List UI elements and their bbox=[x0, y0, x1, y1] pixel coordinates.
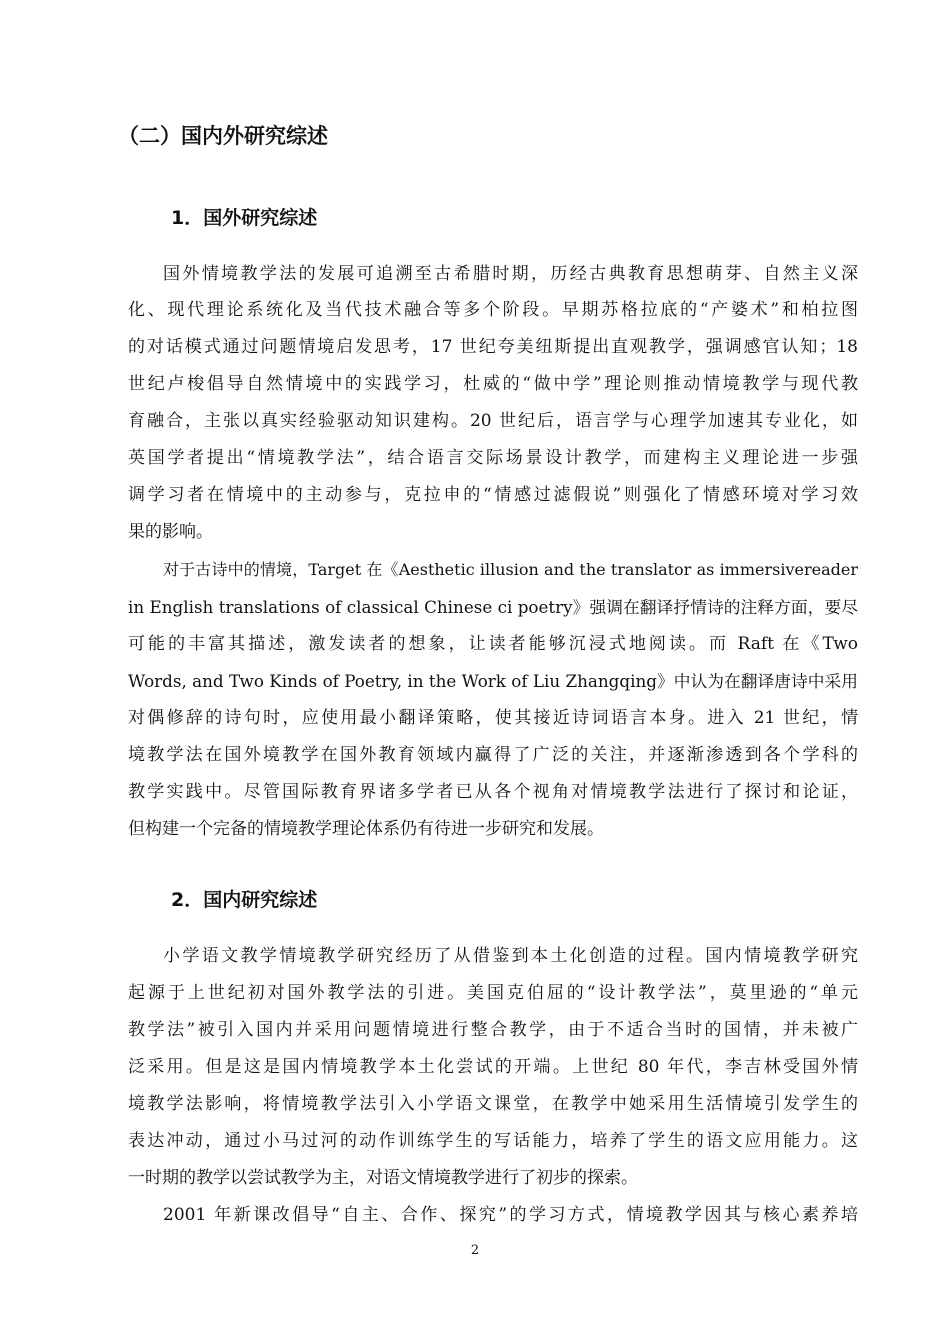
text-line: 世纪卢梭倡导自然情境中的实践学习，杜威的“做中学”理论则推动情境教学与现代教 bbox=[128, 374, 858, 394]
text-line: 果的影响。 bbox=[128, 522, 213, 542]
text-line: 国外情境教学法的发展可追溯至古希腊时期，历经古典教育思想萌芽、自然主义深 bbox=[163, 264, 858, 284]
text-line: 境教学法影响，将情境教学法引入小学语文课堂，在教学中她采用生活情境引发学生的 bbox=[128, 1094, 858, 1114]
text-line: 但构建一个完备的情境教学理论体系仍有待进一步研究和发展。 bbox=[128, 819, 604, 839]
subsection-heading-foreign: 1．国外研究综述 bbox=[171, 207, 318, 229]
text-line: 英国学者提出“情境教学法”，结合语言交际场景设计教学，而建构主义理论进一步强 bbox=[128, 448, 858, 468]
subsection-heading-domestic: 2．国内研究综述 bbox=[171, 889, 318, 911]
text-line: 对于古诗中的情境，Target 在《Aesthetic illusion and the translator as immersivereader bbox=[163, 560, 858, 579]
text-line: 起源于上世纪初对国外教学法的引进。美国克伯屈的“设计教学法”，莫里逊的“单元 bbox=[128, 983, 858, 1003]
text-line: in English translations of classical Chinese ci poetry》强调在翻译抒情诗的注释方面，要尽 bbox=[128, 597, 858, 617]
text-line: 化、现代理论系统化及当代技术融合等多个阶段。早期苏格拉底的“产婆术”和柏拉图 bbox=[128, 300, 858, 320]
text-line: 教学法”被引入国内并采用问题情境进行整合教学，由于不适合当时的国情，并未被广 bbox=[128, 1020, 858, 1040]
text-line: 境教学法在国外境教学在国外教育领域内赢得了广泛的关注，并逐渐渗透到各个学科的 bbox=[128, 745, 858, 765]
text-line: 对偶修辞的诗句时，应使用最小翻译策略，使其接近诗词语言本身。进入 21 世纪，情 bbox=[128, 708, 858, 728]
text-line: 表达冲动，通过小马过河的动作训练学生的写话能力，培养了学生的语文应用能力。这 bbox=[128, 1131, 858, 1151]
text-line: 2001 年新课改倡导“自主、合作、探究”的学习方式，情境教学因其与核心素养培 bbox=[163, 1205, 858, 1225]
text-line: 育融合，主张以真实经验驱动知识建构。20 世纪后，语言学与心理学加速其专业化，如 bbox=[128, 411, 858, 431]
text-line: 小学语文教学情境教学研究经历了从借鉴到本土化创造的过程。国内情境教学研究 bbox=[163, 946, 858, 966]
text-line: 泛采用。但是这是国内情境教学本土化尝试的开端。上世纪 80 年代，李吉林受国外情 bbox=[128, 1057, 858, 1077]
text-line: 调学习者在情境中的主动参与，克拉申的“情感过滤假说”则强化了情感环境对学习效 bbox=[128, 485, 858, 505]
text-line: 教学实践中。尽管国际教育界诸多学者已从各个视角对情境教学法进行了探讨和论证， bbox=[128, 782, 858, 802]
text-line: 一时期的教学以尝试教学为主，对语文情境教学进行了初步的探索。 bbox=[128, 1168, 638, 1188]
page-number: 2 bbox=[470, 1243, 480, 1258]
text-line: 可能的丰富其描述，激发读者的想象，让读者能够沉浸式地阅读。而 Raft 在《Two bbox=[128, 634, 858, 654]
text-line: 的对话模式通过问题情境启发思考，17 世纪夸美纽斯提出直观教学，强调感官认知；18 bbox=[128, 337, 858, 357]
section-heading: （二）国内外研究综述 bbox=[118, 124, 328, 148]
text-line: Words, and Two Kinds of Poetry, in the Work of Liu Zhangqing》中认为在翻译唐诗中采用 bbox=[128, 671, 858, 691]
